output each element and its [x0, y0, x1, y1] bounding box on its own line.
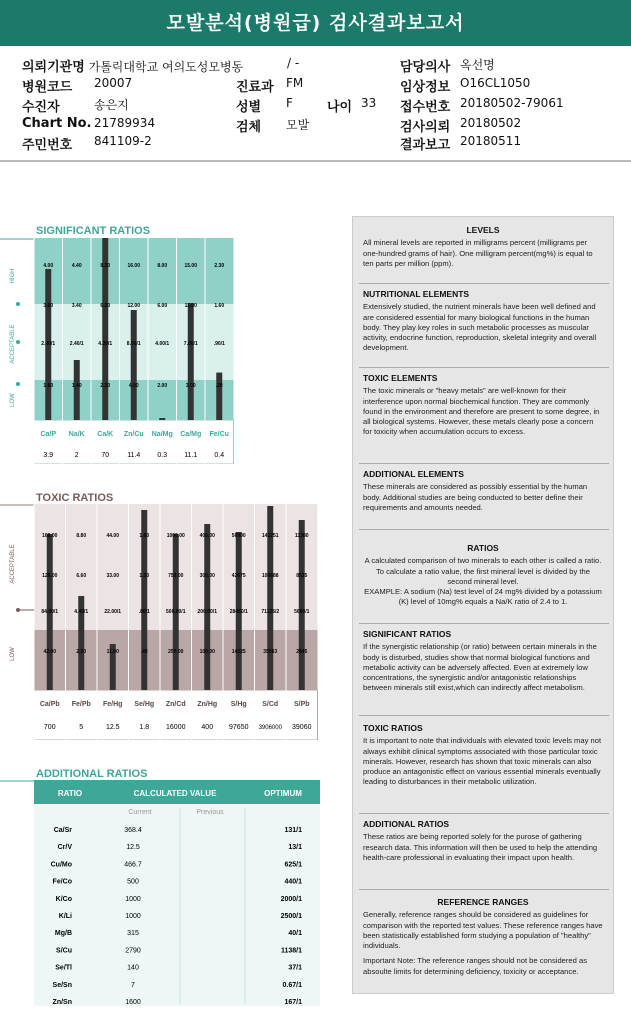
label: 접수번호	[400, 100, 451, 115]
header-optimum: OPTIMUM	[264, 789, 302, 798]
column-label: Fe/Cu	[209, 431, 229, 438]
additional-title: ADDITIONAL RATIOS	[36, 768, 148, 780]
column-label: Fe/Pb	[71, 701, 91, 708]
ratio-name: Ca/Sr	[53, 827, 72, 834]
range-tick: 1000.00	[166, 533, 185, 539]
range-tick: 71126/2	[261, 609, 280, 615]
levels-heading: LEVELS	[466, 225, 500, 235]
ratio-value: 11.4	[127, 452, 141, 459]
ratio-name: Se/Sn	[52, 981, 72, 989]
ratio-bar	[204, 524, 210, 690]
significant-chart	[0, 238, 240, 464]
range-tick: 106688	[261, 573, 279, 579]
label: 수진자	[22, 100, 60, 115]
column-label: Zn/Cd	[165, 701, 186, 708]
additional-table	[0, 780, 320, 1006]
reference-ranges-note: Important Note: The reference ranges should not be considered as absoulte limits for determining deficiency, toxicity or acceptance.	[363, 956, 588, 976]
value: 20180502-79061	[460, 96, 564, 110]
ratio-bar	[71, 360, 82, 420]
optimum-value: 37/1	[288, 964, 302, 972]
range-tick: 300.00	[199, 573, 215, 579]
high-tick: 8.20	[100, 263, 111, 269]
ratio-name: Cu/Mo	[50, 861, 72, 869]
ratio-bar	[216, 373, 222, 420]
column-label: Ca/Pb	[39, 701, 60, 708]
zone-label-acceptable: ACCEPTABLE	[10, 324, 16, 364]
report-row	[400, 134, 522, 153]
current-value: 1000	[125, 913, 141, 920]
acceptable-tick: 12.00	[127, 303, 141, 309]
marker	[16, 608, 20, 612]
additional-elements-text: These minerals are considered as possibly essential by the human body. Additional studies are being conducted to better define their requirements and amounts needed.	[363, 482, 588, 512]
label: 성별	[236, 100, 262, 115]
low-tick: 1.40	[71, 383, 82, 389]
header-divider	[0, 160, 631, 162]
current-value: 7	[131, 981, 135, 989]
current-value: 368.4	[124, 827, 142, 834]
range-tick: 42675	[231, 573, 246, 579]
range-tick: 14225	[231, 649, 246, 655]
range-tick: 35563	[263, 649, 278, 655]
range-tick: .40	[140, 649, 148, 655]
ratio-bar	[299, 520, 305, 690]
current-value: 2790	[125, 947, 141, 955]
ratio-value: 11.1	[184, 452, 198, 459]
divider	[359, 529, 609, 530]
hospital-code-row	[22, 76, 133, 95]
divider	[359, 367, 609, 368]
ratio-value: 16000	[166, 724, 186, 731]
divider	[359, 715, 609, 716]
range-tick: 126.00	[42, 573, 58, 579]
column-label: Fe/Hg	[103, 701, 123, 708]
age-row	[327, 96, 377, 115]
range-tick: 400.00	[199, 533, 215, 539]
ratio-value: 12.5	[105, 724, 120, 731]
label: 의뢰기관명	[22, 60, 85, 75]
sub-current: Current	[128, 809, 152, 816]
range-tick: 11.00	[106, 649, 119, 655]
optimum-value: 131/1	[284, 827, 302, 834]
column-label: S/Pb	[293, 701, 310, 708]
label: 주민번호	[22, 138, 73, 153]
label: Chart No.	[22, 116, 92, 131]
mid-tick: 2.40/1	[69, 341, 84, 347]
ratio-value: 3.9	[43, 452, 54, 459]
range-tick: 6.60	[76, 573, 87, 579]
dept-row	[236, 76, 304, 95]
current-value: 500	[127, 878, 139, 886]
range-tick: 142251	[261, 533, 279, 539]
low-tick: .20	[215, 383, 223, 389]
column-label: S/Hg	[230, 701, 247, 708]
institution-row	[22, 56, 243, 75]
acceptable-tick: 3.60	[43, 303, 54, 309]
acceptable-tick: 6.00	[157, 303, 168, 309]
acceptable-tick: 3.40	[71, 303, 82, 309]
ratio-name: Mg/B	[54, 930, 72, 938]
significant-title: SIGNIFICANT RATIOS	[36, 225, 151, 237]
value: 841109-2	[94, 134, 152, 148]
chart-row	[22, 116, 156, 131]
range-tick: 11380	[294, 533, 309, 539]
acceptable-tick: 6.20	[100, 303, 111, 309]
range-tick: 84.00/1	[41, 609, 59, 615]
divider	[359, 813, 609, 814]
ratio-name: S/Cu	[56, 947, 72, 955]
mid-tick: 2.40/1	[41, 341, 56, 347]
column-label: Ca/K	[97, 431, 114, 438]
divider	[359, 283, 609, 284]
sub-previous: Previous	[196, 809, 224, 816]
current-value: 140	[127, 964, 139, 972]
value: 33	[361, 96, 377, 110]
optimum-value: 13/1	[288, 844, 302, 852]
range-tick: 33.00	[106, 573, 120, 579]
table-body	[34, 804, 320, 1006]
low-tick: 1.60	[43, 383, 54, 389]
header-ratio: RATIO	[57, 789, 83, 798]
ratios-text: A calculated comparison of two minerals to each other is called a ratio. To calculate a ratio value, the first mineral level is divided by the second mineral level.	[364, 556, 602, 586]
range-tick: .80/1	[138, 609, 150, 615]
institution-extra: / -	[287, 56, 300, 70]
low-tick: 3.00	[185, 383, 196, 389]
label: 결과보고	[400, 138, 451, 153]
reference-ranges-heading: REFERENCE RANGES	[437, 897, 529, 907]
optimum-value: 2000/1	[280, 895, 302, 903]
range-tick: 56900	[231, 533, 246, 539]
range-tick: 8.80	[76, 533, 87, 539]
high-tick: 15.00	[184, 263, 198, 269]
value: 20007	[94, 76, 133, 90]
marker	[16, 302, 20, 306]
current-value: 12.5	[126, 844, 140, 852]
acceptable-tick: 11.00	[184, 303, 197, 309]
report-title: 모발분석(병원급) 검사결과보고서	[0, 0, 631, 46]
range-tick: 250.00	[168, 649, 184, 655]
doctor-row	[400, 56, 495, 75]
range-tick: 22.00/1	[104, 609, 122, 615]
clinical-row	[400, 76, 531, 95]
significant-ratios-heading: SIGNIFICANT RATIOS	[363, 629, 452, 639]
toxic-title: TOXIC RATIOS	[36, 492, 114, 504]
current-value: 466.7	[124, 861, 142, 869]
label: 병원코드	[22, 80, 73, 95]
column-label: Zn/Cu	[123, 431, 144, 438]
range-tick: 168.00	[42, 533, 58, 539]
toxic-elements-text: The toxic minerals or "heavy metals" are well-known for their interference upon normal biochemical function. They are commonly found in the environment and therefore are present to some degree, in all biological systems. However, these metals clearly pose a concern for toxicity when accumulation occurs to excess.	[363, 386, 600, 437]
label-area	[34, 690, 318, 740]
value: FM	[286, 76, 304, 90]
additional-ratios-heading: ADDITIONAL RATIOS	[363, 819, 450, 829]
range-tick: 5690/1	[294, 609, 310, 615]
acceptable-tick: 1.60	[214, 303, 225, 309]
ratio-value: 0.3	[157, 452, 168, 459]
range-tick: 28450/1	[229, 609, 248, 615]
column-label: Se/Hg	[134, 701, 155, 708]
ratio-value: 70	[101, 452, 110, 459]
nutritional-heading: NUTRITIONAL ELEMENTS	[363, 289, 470, 299]
zone-label-high: HIGH	[10, 268, 16, 284]
high-tick: 2.30	[214, 263, 225, 269]
ratio-bar	[159, 418, 165, 420]
optimum-value: 440/1	[284, 878, 302, 886]
high-tick: 8.00	[157, 263, 168, 269]
high-tick: 16.00	[127, 263, 141, 269]
explanation-panel	[352, 216, 614, 994]
label: 진료과	[236, 80, 274, 95]
label: 검체	[236, 120, 262, 135]
range-tick: 4.40/1	[74, 609, 89, 615]
label: 나이	[327, 100, 353, 115]
additional-ratios-text: These ratios are being reported solely for the purose of gathering research data. This information will then be used to help the attending health-care professional in evaluating their impact upon health.	[363, 832, 598, 862]
ratio-value: 2	[74, 452, 79, 459]
toxic-ratios-text: It is important to note that individuals with elevated toxic levels may not always exhibit clinical symptoms associated with those particular toxic minerals. However, research has shown that toxic minerals can also produce an antagonistic effect on various essential minerals eventually leading to disturbances in their metabolic utilization.	[363, 736, 602, 787]
optimum-value: 167/1	[284, 999, 302, 1006]
ratio-value: 3906000	[258, 725, 282, 731]
optimum-value: 1138/1	[280, 947, 302, 955]
range-tick: 44.00	[106, 533, 120, 539]
value: O16CL1050	[460, 76, 531, 90]
optimum-value: 2500/1	[280, 913, 302, 920]
value: 모발	[286, 118, 310, 132]
current-value: 315	[127, 930, 139, 938]
column-label: Zn/Hg	[197, 701, 218, 708]
optimum-value: 40/1	[288, 930, 302, 938]
ratio-value: 39060	[292, 724, 312, 731]
significant-ratios-text: If the synergistic relationship (or ratio) between certain minerals in the body is disturbed, studies show that normal biological functions and metabolic activity can be adversely affected. Even at extremely low concentrations, the synergistic and/or antagonistic relationships between minerals still exist,which can indirectly affect metabolism.	[363, 642, 597, 693]
sex-row	[236, 96, 293, 115]
mid-tick: 4.00/1	[155, 341, 170, 347]
ratio-name: Cr/V	[57, 844, 72, 852]
current-value: 1600	[125, 999, 141, 1006]
column-label: S/Cd	[262, 701, 279, 708]
mid-tick: .90/1	[213, 341, 225, 347]
specimen-row	[236, 116, 310, 135]
ratio-value: 97650	[229, 724, 249, 731]
patient-row	[22, 96, 129, 115]
current-value: 1000	[125, 895, 141, 903]
ratio-name: Zn/Sn	[52, 999, 72, 1006]
levels-text: All mineral levels are reported in milligrams percent (milligrams per one-hundred grams of hair). One milligram percent(mg%) is equal to ten parts per million (ppm).	[363, 238, 593, 268]
label: 검사의뢰	[400, 120, 451, 135]
toxic-ratios-heading: TOXIC RATIOS	[363, 723, 423, 733]
range-tick: 8535	[296, 573, 308, 579]
nutritional-text: Extensively studied, the nutrient minerals have been well defined and are considered essential for many biological functions in the human body. They play key roles in such metabolic processes as muscular activity, endocrine function, reproduction, skeletal integrity and overall development.	[363, 302, 597, 353]
column-label: Ca/Mg	[180, 431, 202, 438]
range-tick: 750.00	[168, 573, 184, 579]
reference-ranges-text: Generally, reference ranges should be considered as guidelines for comparison with the reported test values. These reference ranges have been statistically established form studying a population of "healthy" individuals.	[363, 910, 603, 951]
range-tick: 1.20	[139, 573, 150, 579]
ratio-name: K/Li	[58, 913, 72, 920]
divider	[359, 463, 609, 464]
marker	[16, 340, 20, 344]
toxic-chart	[0, 504, 320, 740]
request-row	[400, 116, 522, 135]
ratio-value: 700	[43, 724, 56, 731]
ratio-value: 1.8	[139, 724, 150, 731]
value: 20180511	[460, 134, 522, 148]
value: 가톨릭대학교 여의도성모병동	[88, 60, 244, 74]
high-tick: 4.40	[71, 263, 82, 269]
mid-tick: 7.00/1	[183, 341, 198, 347]
receipt-row	[400, 96, 564, 115]
ratio-name: Se/Tl	[55, 964, 72, 972]
range-tick: 500.00/1	[166, 609, 186, 615]
low-tick: 2.00	[157, 383, 168, 389]
value: 20180502	[460, 116, 522, 130]
header-calculated: CALCULATED VALUE	[133, 789, 217, 798]
optimum-value: 625/1	[284, 861, 302, 869]
range-tick: 42.00	[43, 649, 57, 655]
additional-elements-heading: ADDITIONAL ELEMENTS	[363, 469, 464, 479]
ssn-row	[22, 134, 152, 153]
ratio-value: 400	[201, 724, 214, 731]
range-tick: 1.60	[139, 533, 150, 539]
range-tick: 200.00/1	[197, 609, 217, 615]
ratios-heading: RATIOS	[467, 543, 499, 553]
zone-label-low: LOW	[10, 393, 16, 407]
divider	[359, 623, 609, 624]
value: F	[286, 96, 293, 110]
column-label: Na/K	[68, 431, 85, 438]
ratios-example: EXAMPLE: A sodium (Na) test level of 24 mg% divided by a potassium (K) level of 10mg% equals a Na/K ratio of 2.4 to 1.	[364, 587, 602, 607]
optimum-value: 0.67/1	[282, 981, 302, 989]
low-tick: 2.20	[100, 383, 111, 389]
range-tick: 2845	[296, 649, 308, 655]
column-label: Na/Mg	[151, 431, 173, 438]
mid-tick: 8.00/1	[126, 341, 141, 347]
ratio-name: Fe/Co	[52, 878, 72, 886]
label: 담당의사	[400, 60, 451, 75]
ratio-value: 0.4	[214, 452, 225, 459]
low-tick: 4.00	[128, 383, 139, 389]
zone-label-low: LOW	[10, 647, 16, 661]
label: 임상정보	[400, 80, 451, 95]
value: 21789934	[94, 116, 156, 130]
ratio-name: K/Co	[55, 895, 72, 903]
range-tick: 2.20	[76, 649, 87, 655]
column-label: Ca/P	[40, 431, 57, 438]
toxic-elements-heading: TOXIC ELEMENTS	[363, 373, 438, 383]
value: 송은지	[94, 98, 129, 112]
divider	[359, 889, 609, 890]
ratio-value: 5	[79, 724, 84, 731]
mid-tick: 4.20/1	[98, 341, 113, 347]
zone-label-acceptable: ACCEPTABLE	[10, 544, 16, 584]
high-tick: 4.00	[43, 263, 54, 269]
range-tick: 100.00	[199, 649, 215, 655]
high-zone	[34, 238, 234, 304]
marker	[16, 382, 20, 386]
value: 옥선명	[460, 58, 495, 72]
